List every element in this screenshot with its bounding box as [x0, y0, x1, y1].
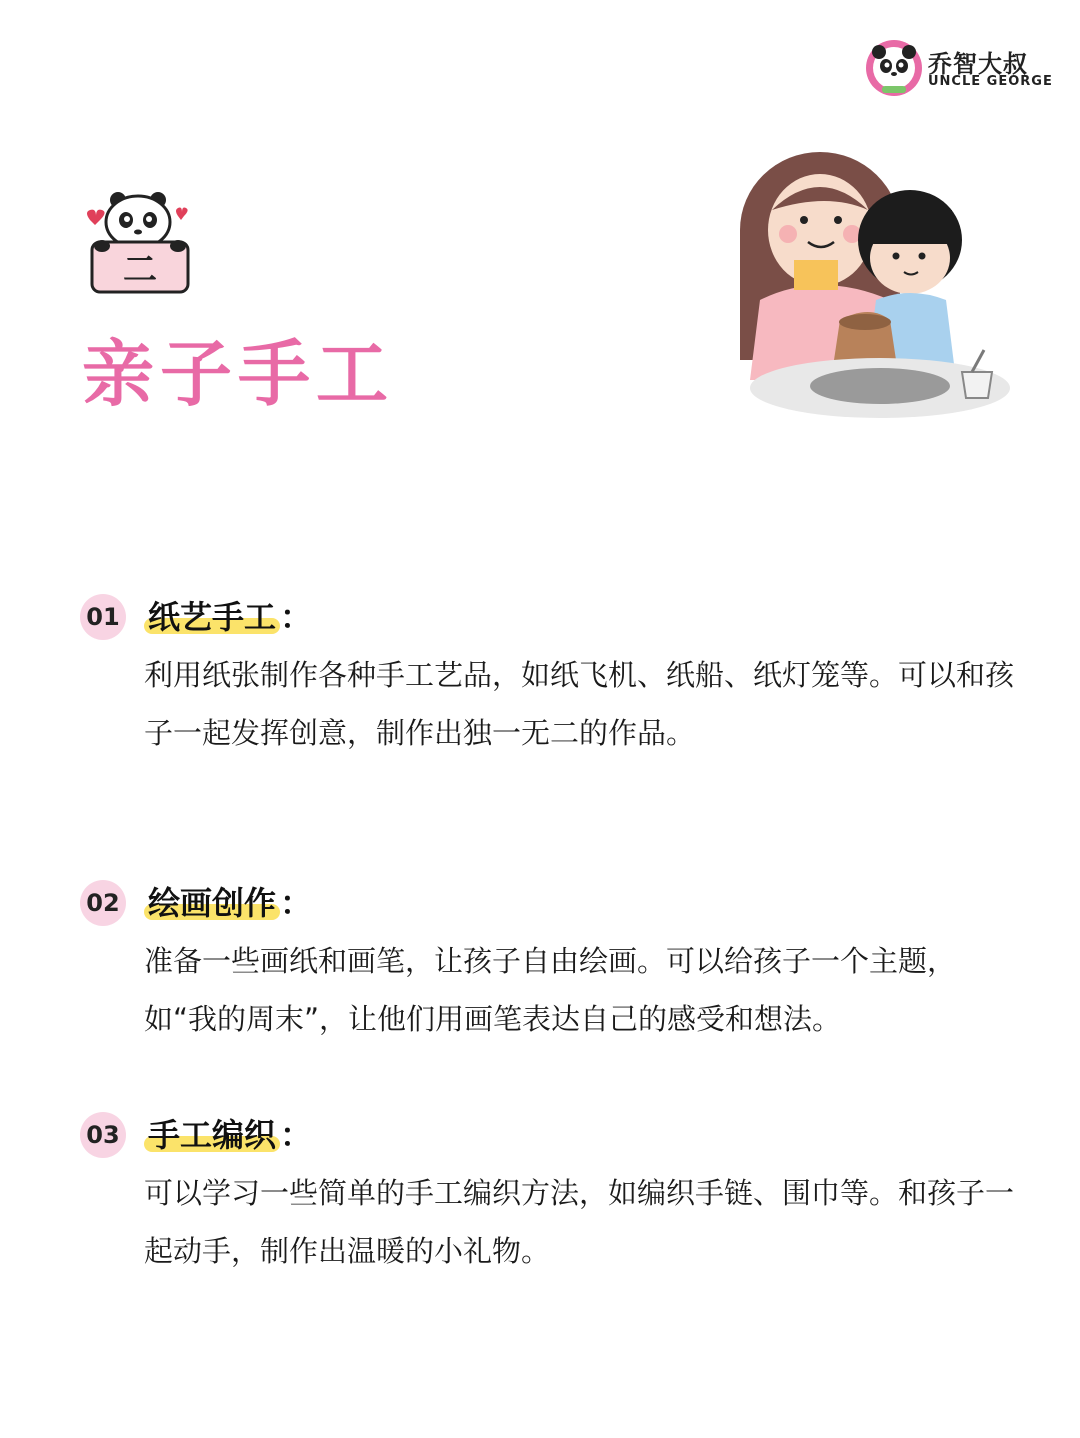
- brand-name-en: UNCLE GEORGE: [928, 74, 1053, 89]
- section-heading: [144, 878, 312, 924]
- section-heading: [144, 1110, 312, 1156]
- section-number-badge: 01: [80, 594, 126, 640]
- heading-colon: ：: [280, 598, 313, 636]
- section-number: 二: [123, 249, 157, 290]
- section-number-badge: 02: [80, 880, 126, 926]
- section-body: 可以学习一些简单的手工编织方法，如编织手链、围巾等。和孩子一起动手，制作出温暖的小礼物。: [144, 1176, 1015, 1268]
- mother-child-pottery-illustration: [700, 150, 1010, 440]
- section-heading-text: 手工编织: [144, 1116, 280, 1154]
- heading-colon: ：: [280, 884, 313, 922]
- heading-colon: ：: [280, 1116, 313, 1154]
- page-title: 亲子手工: [82, 332, 395, 416]
- section-body: 利用纸张制作各种手工艺品，如纸飞机、纸船、纸灯笼等。可以和孩子一起发挥创意，制作出独一无二的作品。: [144, 658, 1015, 750]
- section-number-badge: 03: [80, 1112, 126, 1158]
- section-body: 准备一些画纸和画笔，让孩子自由绘画。可以给孩子一个主题，如“我的周末”，让他们用画笔表达自己的感受和想法。: [144, 944, 957, 1036]
- brand-name-cn: 乔智大叔: [928, 50, 1028, 78]
- section-heading-text: 纸艺手工: [144, 598, 280, 636]
- section-heading-text: 绘画创作: [144, 884, 280, 922]
- section-heading: [144, 592, 312, 638]
